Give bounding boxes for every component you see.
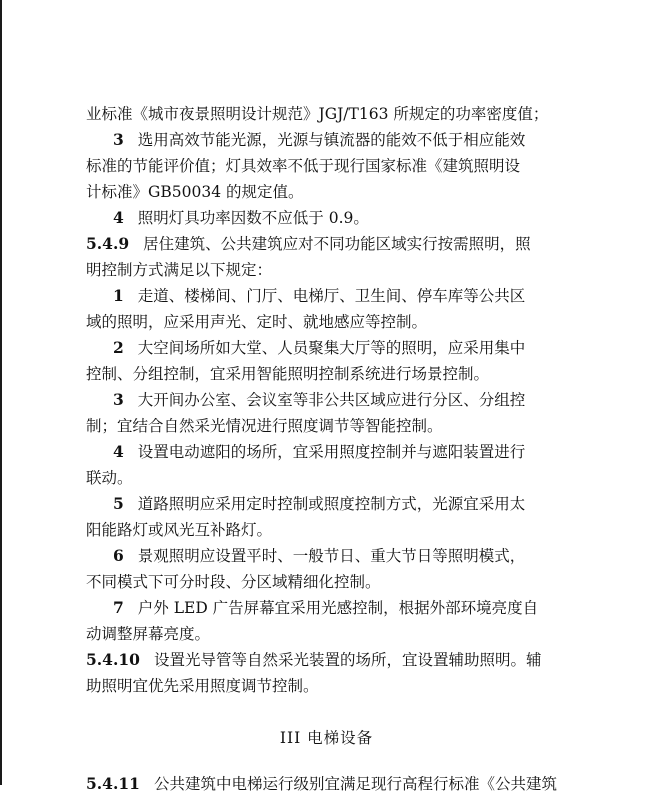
clause-number: 3: [113, 130, 124, 149]
text-line: 控制、分组控制，宜采用智能照明控制系统进行场景控制。: [86, 365, 490, 383]
text-line: 业标准《城市夜景照明设计规范》JGJ/T163 所规定的功率密度值；: [86, 105, 549, 123]
clause-5-4-9-5: 5 道路照明应采用定时控制或照度控制方式，光源宜采用太: [113, 494, 526, 513]
section-5-4-9: 5.4.9 居住建筑、公共建筑应对不同功能区域实行按需照明，照: [86, 234, 531, 253]
clause-number: 6: [113, 546, 124, 565]
section-number: 5.4.10: [86, 650, 140, 669]
text-line: 不同模式下可分时段、分区域精细化控制。: [86, 573, 381, 591]
document-body: [86, 101, 580, 699]
clause-number: 4: [113, 208, 124, 227]
clause-number: 3: [113, 390, 124, 409]
cutoff-line: 5.4.11 公共建筑中电梯运行级别宜满足现行高程行标准《公共建筑: [86, 774, 557, 793]
text-line: 助照明宜优先采用照度调节控制。: [86, 677, 319, 695]
clause-4-5-8-4: 4 照明灯具功率因数不应低于 0.9。: [86, 205, 580, 231]
clause-5-4-9-1: 1 走道、楼梯间、门厅、电梯厅、卫生间、停车库等公共区: [113, 286, 526, 305]
clause-number: 4: [113, 442, 124, 461]
text-line: 域的照明，应采用声光、定时、就地感应等控制。: [86, 313, 428, 331]
text-line: 动调整屏幕亮度。: [86, 625, 211, 643]
clause-number: 7: [113, 598, 124, 617]
text-line: 标准的节能评价值；灯具效率不低于现行国家标准《建筑照明设: [86, 157, 521, 175]
section-number: 5.4.9: [86, 234, 130, 253]
clause-number: 2: [113, 338, 124, 357]
section-number: 5.4.11: [86, 774, 140, 793]
page-edge-rule: [0, 0, 2, 785]
section-5-4-10: 5.4.10 设置光导管等自然采光装置的场所，宜设置辅助照明。辅: [86, 650, 542, 669]
clause-number: 1: [113, 286, 124, 305]
clause-5-4-9-2: 2 大空间场所如大堂、人员聚集大厅等的照明，应采用集中: [113, 338, 526, 357]
text-line: 联动。: [86, 469, 133, 487]
text-line: 制；宜结合自然采光情况进行照度调节等智能控制。: [86, 417, 443, 435]
text-line: 明控制方式满足以下规定：: [86, 261, 273, 279]
text-line: 计标准》GB50034 的规定值。: [86, 183, 304, 201]
clause-number: 5: [113, 494, 124, 513]
clause-5-4-9-6: 6 景观照明应设置平时、一般节日、重大节日等照明模式，: [113, 546, 526, 565]
section-heading: III 电梯设备: [279, 729, 374, 747]
clause-5-4-9-3: 3 大开间办公室、会议室等非公共区域应进行分区、分组控: [113, 390, 526, 409]
clause-5-4-9-4: 4 设置电动遮阳的场所，宜采用照度控制并与遮阳装置进行: [113, 442, 526, 461]
clause-5-4-9-7: 7 户外 LED 广告屏幕宜采用光感控制，根据外部环境亮度自: [113, 598, 539, 617]
clause-4-5-8-3: 3 选用高效节能光源，光源与镇流器的能效不低于相应能效: [113, 130, 526, 149]
text-line: 阳能路灯或风光互补路灯。: [86, 521, 273, 539]
